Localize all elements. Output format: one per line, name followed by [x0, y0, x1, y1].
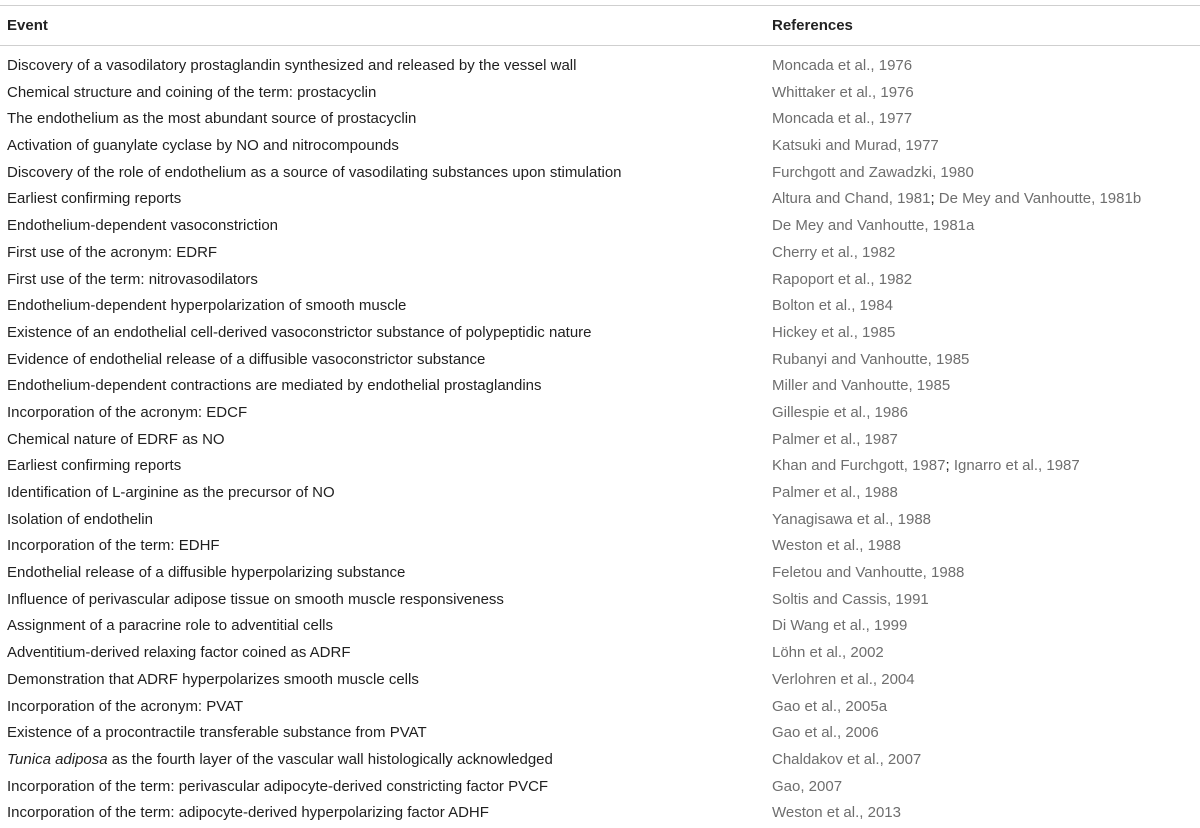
table-row — [0, 507, 1200, 534]
reference-link[interactable]: Hickey et al., 1985 — [772, 323, 896, 341]
table-row — [0, 293, 1200, 320]
event-cell: Evidence of endothelial release of a diffusible vasoconstrictor substance — [7, 350, 486, 368]
reference-link[interactable]: Gao et al., 2006 — [772, 724, 879, 742]
event-cell: Endothelial release of a diffusible hyperpolarizing substance — [7, 564, 406, 582]
reference-link[interactable]: Rubanyi and Vanhoutte, 1985 — [772, 350, 970, 368]
event-cell: Chemical nature of EDRF as NO — [7, 430, 225, 448]
table-row — [0, 694, 1200, 721]
table-row — [0, 400, 1200, 427]
table-row — [0, 427, 1200, 454]
reference-cell — [772, 430, 898, 449]
table-row — [0, 533, 1200, 560]
reference-cell — [772, 350, 969, 369]
reference-link[interactable]: Cherry et al., 1982 — [772, 243, 896, 261]
reference-link[interactable]: Gao, 2007 — [772, 777, 843, 795]
reference-cell — [772, 296, 893, 315]
table-header-row — [0, 6, 1200, 45]
event-cell: Isolation of endothelin — [7, 510, 153, 528]
event-cell: Endothelium-dependent vasoconstriction — [7, 217, 279, 235]
event-cell: Endothelium-dependent hyperpolarization of smooth muscle — [7, 297, 407, 315]
reference-link[interactable]: Altura and Chand, 1981 — [772, 190, 931, 208]
table-row — [0, 160, 1200, 187]
table-row — [0, 186, 1200, 213]
table-row — [0, 720, 1200, 747]
header-references: References — [772, 17, 853, 34]
reference-link[interactable]: Verlohren et al., 2004 — [772, 670, 915, 688]
reference-cell — [772, 536, 901, 555]
event-cell: Existence of an endothelial cell-derived vasoconstrictor substance of polypeptidic nature — [7, 323, 592, 341]
reference-link[interactable]: Di Wang et al., 1999 — [772, 617, 908, 635]
table-row — [0, 240, 1200, 267]
event-cell: Chemical structure and coining of the term: prostacyclin — [7, 83, 377, 101]
reference-link[interactable]: Palmer et al., 1987 — [772, 430, 898, 448]
reference-cell — [772, 56, 912, 75]
event-italic-term: Tunica adiposa — [7, 750, 108, 768]
reference-cell — [772, 643, 884, 662]
table-row — [0, 800, 1200, 827]
reference-cell — [772, 750, 921, 769]
event-cell: Incorporation of the acronym: PVAT — [7, 697, 244, 715]
event-cell: Incorporation of the term: perivascular adipocyte-derived constricting factor PVCF — [7, 777, 549, 795]
reference-cell — [772, 83, 914, 102]
reference-cell — [772, 243, 895, 262]
event-cell: Earliest confirming reports — [7, 457, 182, 475]
table-row — [0, 106, 1200, 133]
event-cell — [7, 750, 553, 769]
table-row — [0, 80, 1200, 107]
reference-link[interactable]: Palmer et al., 1988 — [772, 484, 898, 501]
table-row — [0, 373, 1200, 400]
event-cell: Endothelium-dependent contractions are mediated by endothelial prostaglandins — [7, 377, 542, 395]
reference-cell — [772, 510, 931, 529]
table-row — [0, 640, 1200, 667]
event-cell: Discovery of the role of endothelium as a source of vasodilating substances upon stimulation — [7, 163, 622, 181]
reference-link[interactable]: Khan and Furchgott, 1987 — [772, 457, 946, 475]
reference-link[interactable]: Furchgott and Zawadzki, 1980 — [772, 163, 974, 181]
reference-link[interactable]: De Mey and Vanhoutte, 1981b — [938, 190, 1142, 208]
table-row — [0, 213, 1200, 240]
reference-cell — [772, 483, 898, 502]
reference-cell — [772, 163, 974, 182]
table-row — [0, 613, 1200, 640]
reference-link[interactable]: Ignarro et al., 1987 — [953, 457, 1080, 475]
reference-link[interactable]: Feletou and Vanhoutte, 1988 — [772, 564, 965, 582]
reference-link[interactable]: Moncada et al., 1976 — [772, 57, 913, 74]
reference-cell — [772, 376, 950, 395]
reference-link[interactable]: Yanagisawa et al., 1988 — [772, 510, 932, 528]
reference-link[interactable]: Soltis and Cassis, 1991 — [772, 590, 929, 608]
reference-link[interactable]: De Mey and Vanhoutte, 1981a — [772, 217, 975, 235]
reference-cell — [772, 109, 912, 128]
event-cell: The endothelium as the most abundant source of prostacyclin — [7, 110, 417, 128]
header-event: Event — [7, 17, 48, 34]
reference-cell — [772, 723, 879, 742]
reference-cell — [772, 777, 842, 796]
table-body — [0, 53, 1200, 827]
table-row — [0, 667, 1200, 694]
event-cell: Influence of perivascular adipose tissue on smooth muscle responsiveness — [7, 590, 504, 608]
table-row — [0, 560, 1200, 587]
reference-link[interactable]: Gillespie et al., 1986 — [772, 403, 908, 421]
event-cell: Incorporation of the acronym: EDCF — [7, 403, 248, 421]
reference-link[interactable]: Katsuki and Murad, 1977 — [772, 137, 939, 155]
reference-link[interactable]: Chaldakov et al., 2007 — [772, 750, 922, 768]
reference-cell — [772, 456, 1080, 475]
reference-separator: ; — [945, 457, 954, 475]
table-row — [0, 133, 1200, 160]
table-row — [0, 53, 1200, 80]
reference-link[interactable]: Rapoport et al., 1982 — [772, 270, 913, 288]
event-cell: First use of the term: nitrovasodilators — [7, 270, 258, 288]
table-row — [0, 774, 1200, 801]
reference-cell — [772, 189, 1141, 208]
reference-cell — [772, 323, 895, 342]
event-cell: Discovery of a vasodilatory prostaglandin synthesized and released by the vessel wall — [7, 57, 577, 74]
reference-link[interactable]: Whittaker et al., 1976 — [772, 83, 914, 101]
event-cell: First use of the acronym: EDRF — [7, 243, 218, 261]
reference-link[interactable]: Miller and Vanhoutte, 1985 — [772, 377, 951, 395]
event-text: as the fourth layer of the vascular wall histologically acknowledged — [107, 750, 553, 768]
reference-link[interactable]: Weston et al., 2013 — [772, 804, 901, 822]
header-rule — [0, 45, 1200, 46]
reference-link[interactable]: Bolton et al., 1984 — [772, 297, 893, 315]
table-row — [0, 320, 1200, 347]
reference-link[interactable]: Weston et al., 1988 — [772, 537, 901, 555]
event-cell: Existence of a procontractile transferable substance from PVAT — [7, 724, 427, 742]
event-cell: Adventitium-derived relaxing factor coined as ADRF — [7, 644, 351, 662]
reference-cell — [772, 697, 887, 716]
table-row — [0, 587, 1200, 614]
event-cell: Activation of guanylate cyclase by NO and nitrocompounds — [7, 137, 399, 155]
reference-separator: ; — [930, 190, 939, 208]
event-cell: Incorporation of the term: EDHF — [7, 537, 220, 555]
table-row — [0, 747, 1200, 774]
reference-cell — [772, 216, 974, 235]
table-row — [0, 453, 1200, 480]
table-row — [0, 267, 1200, 294]
event-cell: Incorporation of the term: adipocyte-derived hyperpolarizing factor ADHF — [7, 804, 489, 822]
reference-link[interactable]: Moncada et al., 1977 — [772, 110, 913, 128]
reference-cell — [772, 270, 912, 289]
event-cell: Assignment of a paracrine role to adventitial cells — [7, 617, 334, 635]
reference-link[interactable]: Löhn et al., 2002 — [772, 644, 884, 662]
event-cell: Earliest confirming reports — [7, 190, 182, 208]
event-cell: Demonstration that ADRF hyperpolarizes smooth muscle cells — [7, 670, 419, 688]
reference-link[interactable]: Gao et al., 2005a — [772, 697, 888, 715]
reference-cell — [772, 670, 915, 689]
reference-cell — [772, 616, 907, 635]
reference-cell — [772, 803, 901, 822]
reference-cell — [772, 403, 908, 422]
table-row — [0, 347, 1200, 374]
reference-cell — [772, 590, 929, 609]
table-row — [0, 480, 1200, 507]
event-cell: Identification of L-arginine as the precursor of NO — [7, 484, 335, 501]
reference-cell — [772, 563, 964, 582]
reference-cell — [772, 136, 939, 155]
